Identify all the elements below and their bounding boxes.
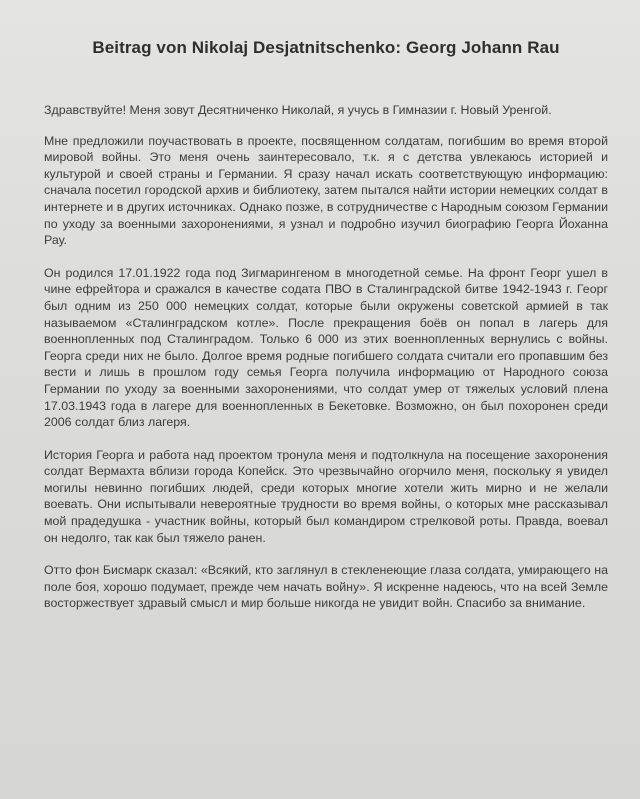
paragraph-biography: Он родился 17.01.1922 года под Зигмарингеном в многодетной семье. На фронт Георг ушел в чине ефрейтора и сражался в качестве содата ПВО в Сталинградской битве 1942-1943 г. Георг был одним из 250 000 немецких солдат, которые были окружены советской армией в так называемом «Сталинградском котле». После прекращения боёв он попал в лагерь для военнопленных под Сталинградом. Только 6 000 из этих военнопленных вернулись с войны. Георга среди них не было. Долгое время родные погибшего солдата считали его пропавшим без вести и лишь в прошлом году семья Георга получила информацию от Народного союза Германии по уходу за военными захоронениями, что солдат умер от тяжелых условий плена 17.03.1943 года в лагере для военнопленных в Бекетовке. Возможно, он был похоронен среди 2006 солдат близ лагеря. [44, 265, 608, 430]
paragraph-visit: История Георга и работа над проектом тронула меня и подтолкнула на посещение захоронения солдат Вермахта вблизи города Копейск. Это чрезвычайно огорчило меня, поскольку я увидел могилы невинно погибших людей, среди которых многие хотели жить мирно и не желали воевать. Они испытывали невероятные трудности во время войны, о которых мне рассказывал мой прадедушка - участник войны, который был командиром стрелковой роты. Правда, воевал он недолго, так как был тяжело ранен. [44, 447, 608, 545]
paragraph-project: Мне предложили поучаствовать в проекте, посвященном солдатам, погибшим во время второй мировой войны. Это меня очень заинтересовало, т.к. я с детства увлекаюсь историей и культурой и своей страны и Германии. Я сразу начал искать соответствующую информацию: сначала посетил городской архив и библиотеку, затем пытался найти истории немецких солдат в интернете и в других источниках. Однако позже, в сотрудничестве с Народным союзом Германии по уходу за военными захоронениями, я узнал и подробно изучил биографию Георга Йоханна Рау. [44, 133, 608, 248]
paragraph-greeting: Здравствуйте! Меня зовут Десятниченко Николай, я учусь в Гимназии г. Новый Уренгой. [44, 103, 552, 117]
document-title: Beitrag von Nikolaj Desjatnitschenko: Georg Johann Rau [92, 38, 560, 57]
paragraph-closing: Отто фон Бисмарк сказал: «Всякий, кто заглянул в стекленеющие глаза солдата, умирающего на поле боя, хорошо подумает, прежде чем начать войну». Я искренне надеюсь, что на всей Земле восторжествует здравый смысл и мир больше никогда не увидит войн. Спасибо за внимание. [44, 563, 608, 611]
